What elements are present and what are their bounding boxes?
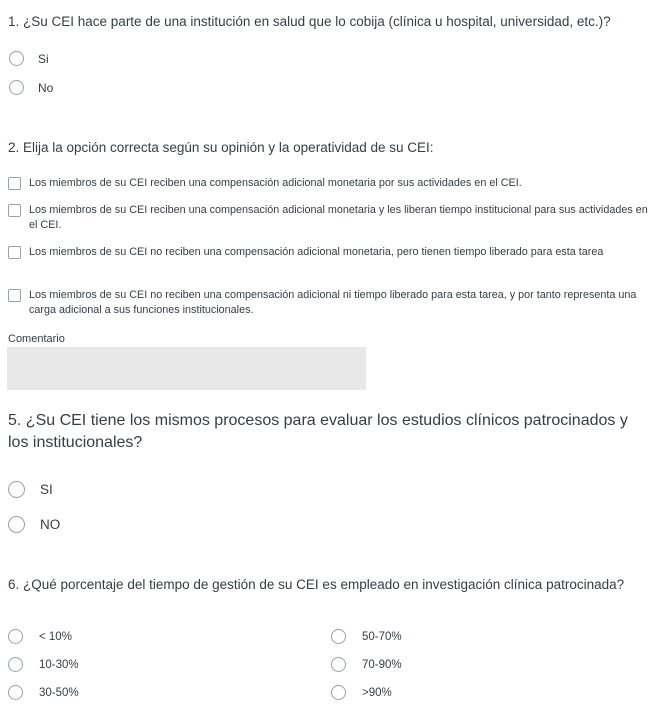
question-6-title: 6. ¿Qué porcentaje del tiempo de gestión de su CEI es empleado en investigación clínica patrocinada? (8, 577, 625, 592)
comment-input[interactable] (7, 347, 366, 390)
option-label: 10-30% (39, 658, 79, 671)
checkbox-icon[interactable] (8, 177, 21, 190)
question-2-title: 2. Elija la opción correcta según su opinión y la operatividad de su CEI: (8, 140, 434, 155)
option-label: Los miembros de su CEI reciben una compensación adicional monetaria por sus actividades en el CEI. (29, 177, 522, 189)
radio-circle-icon[interactable] (8, 516, 25, 533)
q2-option-2[interactable] (8, 203, 648, 232)
radio-circle-icon[interactable] (331, 629, 346, 644)
q6-option-10-30[interactable] (8, 657, 79, 672)
q6-option-30-50[interactable] (8, 685, 79, 700)
q6-option-lt10[interactable] (8, 629, 72, 644)
option-label: Si (38, 51, 49, 66)
option-label: 70-90% (362, 658, 402, 671)
option-label: < 10% (39, 630, 72, 643)
radio-circle-icon[interactable] (9, 51, 24, 66)
q5-option-si[interactable] (8, 481, 53, 498)
question-5-title: 5. ¿Su CEI tiene los mismos procesos para evaluar los estudios clínicos patrocinados y los institucionales? (8, 412, 628, 451)
q6-option-50-70[interactable] (331, 629, 402, 644)
radio-circle-icon[interactable] (9, 80, 24, 95)
q6-option-gt90[interactable] (331, 685, 392, 700)
q1-option-si[interactable] (9, 51, 49, 66)
option-label: SI (40, 482, 53, 497)
option-label: No (38, 80, 54, 95)
q2-option-3[interactable] (8, 245, 648, 260)
q6-option-70-90[interactable] (331, 657, 402, 672)
radio-circle-icon[interactable] (331, 685, 346, 700)
checkbox-icon[interactable] (8, 204, 21, 217)
question-1-title: 1. ¿Su CEI hace parte de una institución en salud que lo cobija (clínica u hospital, universidad, etc.)? (8, 14, 611, 29)
option-label: 30-50% (39, 686, 79, 699)
radio-circle-icon[interactable] (8, 481, 25, 498)
radio-circle-icon[interactable] (8, 657, 23, 672)
option-label: 50-70% (362, 630, 402, 643)
q5-option-no[interactable] (8, 516, 60, 533)
comment-label: Comentario (8, 333, 65, 345)
q1-option-no[interactable] (9, 80, 53, 95)
option-label: Los miembros de su CEI no reciben una compensación adicional monetaria, pero tienen tiempo liberado para esta tarea (29, 246, 604, 258)
radio-circle-icon[interactable] (8, 629, 23, 644)
option-label: NO (40, 517, 61, 532)
checkbox-icon[interactable] (8, 246, 21, 259)
option-label: Los miembros de su CEI reciben una compensación adicional monetaria y les liberan tiempo institucional para sus actividades en el CEI. (29, 204, 648, 231)
option-label: Los miembros de su CEI no reciben una compensación adicional ni tiempo liberado para esta tarea, y por tanto representa una carga adicional a sus funciones institucionales. (29, 289, 637, 316)
q2-option-1[interactable] (8, 176, 648, 191)
q2-option-4[interactable] (8, 288, 648, 317)
option-label: >90% (362, 686, 392, 699)
radio-circle-icon[interactable] (8, 685, 23, 700)
radio-circle-icon[interactable] (331, 657, 346, 672)
checkbox-icon[interactable] (8, 289, 21, 302)
